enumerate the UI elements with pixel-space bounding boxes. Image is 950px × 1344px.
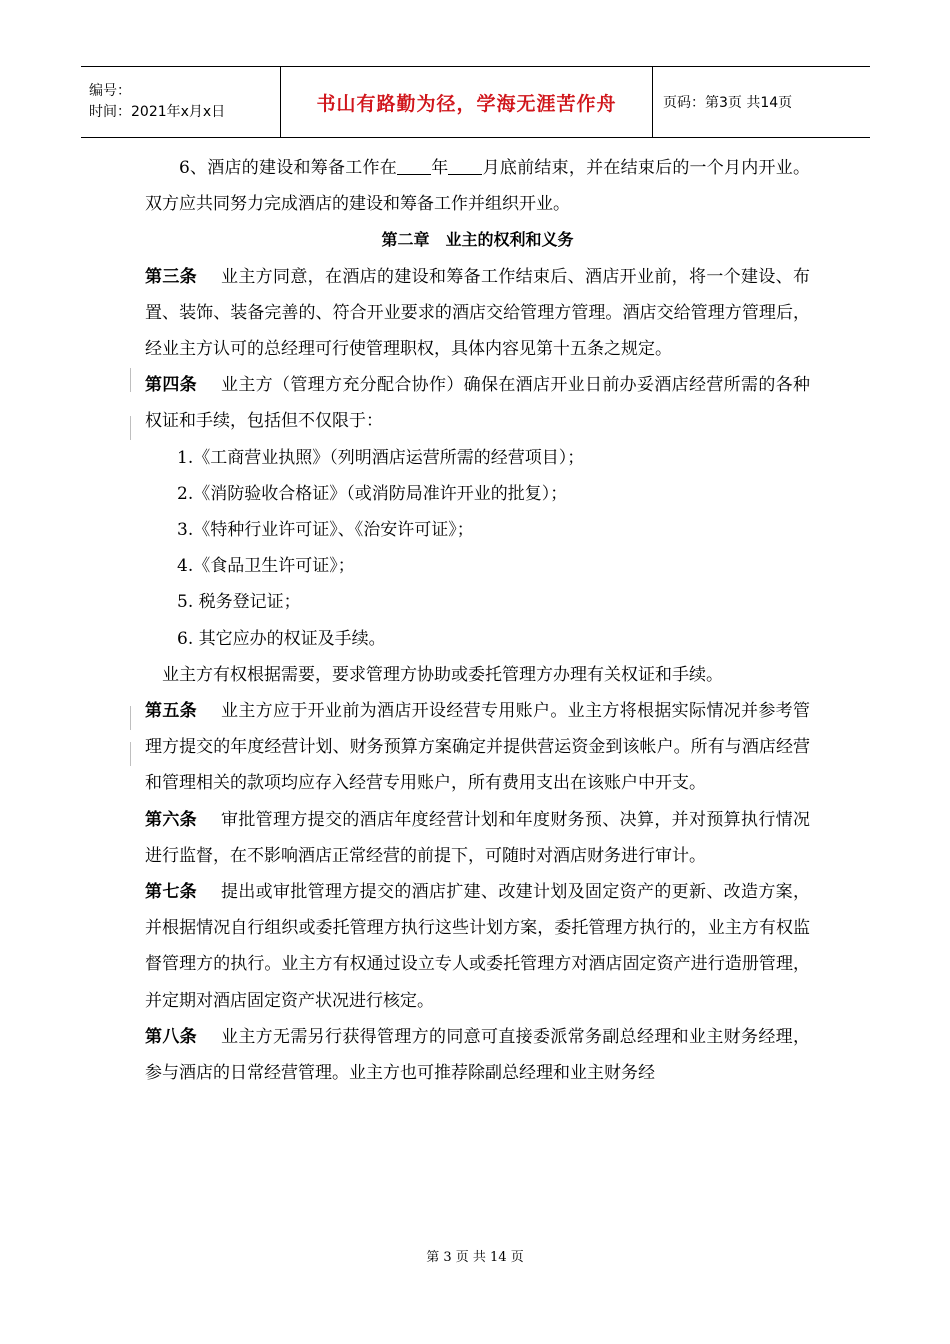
page-footer: 第 3 页 共 14 页 [426, 1250, 524, 1265]
list-item: 1.《工商营业执照》（列明酒店运营所需的经营项目）； [177, 447, 585, 468]
list-item: 2.《消防验收合格证》（或消防局准许开业的批复）； [177, 483, 568, 504]
article-title: 第五条 [145, 701, 197, 722]
article-5: 第五条 业主方应于开业前为酒店开设经营专用账户。业主方将根据实际情况并参考管理方提交的年度经营计划、财务预算方案确定并提供营运资金到该帐户。所有与酒店经营和管理相关的款项均应存入经营专用账户，所有费用支出在该账户中开支。 [145, 701, 810, 794]
header-page-info: 页码：第3页 共14页 [663, 95, 793, 111]
item-6: 6、酒店的建设和筹备工作在 年 月底前结束，并在结束后的一个月内开业。双方应共同努力完成酒店的建设和筹备工作并组织开业。 [145, 158, 811, 215]
article-title: 第八条 [145, 1026, 197, 1047]
revision-mark [130, 706, 131, 730]
list-item: 6. 其它应办的权证及手续。 [177, 628, 386, 649]
article-7: 第七条 提出或审批管理方提交的酒店扩建、改建计划及固定资产的更新、改造方案，并根据情况自行组织或委托管理方执行这些计划方案，委托管理方执行的，业主方有权监督管理方的执行。业主方有权通过设立专人或委托管理方对酒店固定资产进行造册管理，并定期对酒店固定资产状况进行核定。 [145, 882, 810, 1011]
revision-mark [130, 416, 131, 440]
number-label: 编号： [89, 83, 131, 99]
chapter-heading: 第二章 业主的权利和义务 [381, 230, 574, 250]
list-item: 3.《特种行业许可证》、《治安许可证》； [177, 520, 474, 541]
page-header [81, 66, 870, 138]
revision-mark [130, 742, 131, 766]
article-6: 第六条 审批管理方提交的酒店年度经营计划和年度财务预、决算，并对预算执行情况进行监督，在不影响酒店正常经营的前提下，可随时对酒店财务进行审计。 [145, 809, 810, 866]
list-item: 5. 税务登记证； [177, 592, 301, 613]
document-body [145, 150, 810, 1091]
revision-mark [130, 368, 131, 392]
blank-year [397, 156, 431, 175]
time-label: 时间：2021年x月x日 [89, 104, 226, 120]
article-4-extra: 业主方有权根据需要，要求管理方协助或委托管理方办理有关权证和手续。 [162, 664, 723, 685]
blank-month [448, 156, 482, 175]
article-title: 第四条 [145, 375, 197, 396]
article-4: 第四条 业主方（管理方充分配合协作）确保在酒店开业日前办妥酒店经营所需的各种权证和手续，包括但不仅限于： [145, 375, 810, 432]
header-meta [81, 67, 281, 137]
motto-text: 书山有路勤为径，学海无涯苦作舟 [316, 92, 617, 115]
article-8: 第八条 业主方无需另行获得管理方的同意可直接委派常务副总经理和业主财务经理，参与酒店的日常经营管理。业主方也可推荐除副总经理和业主财务经 [145, 1026, 810, 1084]
header-motto [281, 67, 653, 137]
article-title: 第七条 [145, 882, 197, 903]
article-title: 第三条 [145, 266, 197, 287]
article-3: 第三条 业主方同意，在酒店的建设和筹备工作结束后、酒店开业前，将一个建设、布置、装饰、装备完善的、符合开业要求的酒店交给管理方管理。酒店交给管理方管理后，经业主方认可的总经理可行使管理职权，具体内容见第十五条之规定。 [145, 266, 810, 360]
list-item: 4.《食品卫生许可证》； [177, 556, 355, 577]
article-title: 第六条 [145, 809, 197, 830]
